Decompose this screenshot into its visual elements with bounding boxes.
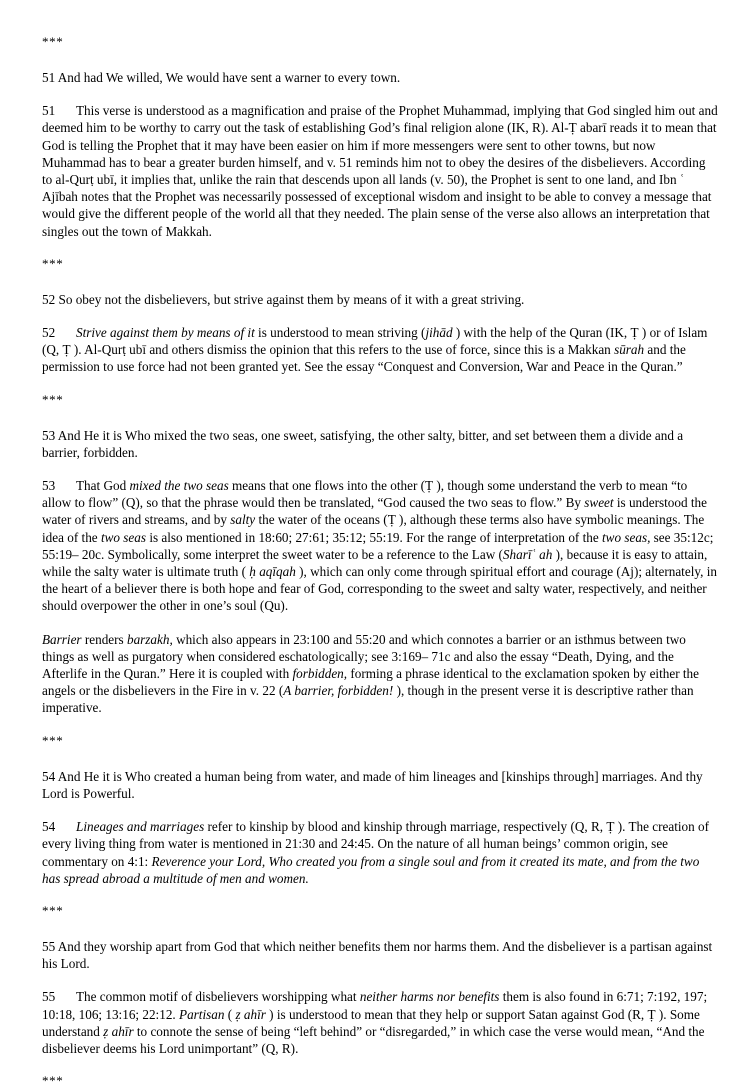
verse-55-text: 55 And they worship apart from God that which neither benefits them nor harms them. And the disbeliever is a partisan against his Lord. (42, 938, 713, 972)
commentary-52 (42, 324, 718, 376)
commentary-54-body: Lineages and marriages refer to kinship by blood and kinship through marriage, respectively (Q, R, Ṭ ). The creation of every living thing from water is mentioned in 21:30 and 24:45. On the nature of all human beings’ common origin, see commentary on 4:1: Reverence your Lord, Who created you from a single soul and from it created its mate, and from the two has spread abroad a multitude of men and women. (42, 819, 709, 886)
commentary-53-body: That God mixed the two seas means that one flows into the other (Ṭ ), though some understand the verb to mean “to allow to flow” (Q), so that the phrase would then be translated, “God caused the two seas to flow.” By sweet is understood the water of rivers and streams, and by salty the water of the oceans (Ṭ ), although these terms also have symbolic meanings. The idea of the two seas is also mentioned in 18:60; 27:61; 35:12; 55:19. For the range of interpretation of the two seas, see 35:12c; 55:19– 20c. Symbolically, some interpret the sweet water to be a reference to the Law (Sharīʿ ah ), because it is easy to attain, while the salty water is ultimate truth ( ḥ aqīqah ), which can only come through spiritual effort and courage (Aj); alternately, in the heart of a believer there is both hope and fear of God, corresponding to the sweet and salty water, respectively, and neither should overpower the other in one’s soul (Qu). (42, 478, 717, 614)
section-divider: *** (42, 902, 64, 918)
commentary-51 (42, 102, 718, 240)
page-content (42, 34, 718, 1088)
verse-51-text: 51 And had We willed, We would have sent a warner to every town. (42, 70, 401, 85)
commentary-52-body: Strive against them by means of it is understood to mean striving (jihād ) with the help of the Quran (IK, Ṭ ) or of Islam (Q, Ṭ ). Al-Qurṭ ubī and others dismiss the opinion that this refers to the use of force, since this is a Makkan sūrah and the permission to use force had not been granted yet. See the essay “Conquest and Conversion, War and Peace in the Quran.” (42, 325, 708, 375)
commentary-51-number: 51 (42, 103, 56, 119)
commentary-55 (42, 988, 718, 1057)
commentary-51-body: This verse is understood as a magnification and praise of the Prophet Muhammad, implying that God singled him out and deemed him to be worthy to carry out the task of establishing God’s final religion alone (IK, R). Al-Ṭ abarī reads it to mean that God is telling the Prophet that it may have been easier on him if more messengers were sent to other towns, but now Muhammad has to bear a greater burden himself, and v. 51 reminds him not to obey the desires of the disbelievers. According to al-Qurṭ ubī, it implies that, unlike the rain that descends upon all lands (v. 50), the Prophet is sent to one land, and Ibn ʿ Ajībah notes that the Prophet was necessarily possessed of exceptional wisdom and insight to be able to convey a message that would give the different people of the world all that they needed. The plain sense of the verse also allows an interpretation that singles out the town of Makkah. (42, 103, 718, 239)
commentary-52-number: 52 (42, 325, 56, 341)
section-divider: *** (42, 391, 64, 407)
section-divider: *** (42, 732, 64, 748)
commentary-54 (42, 818, 718, 887)
verse-52-text: 52 So obey not the disbelievers, but strive against them by means of it with a great striving. (42, 291, 525, 307)
commentary-53-barrier-paragraph: Barrier renders barzakh, which also appears in 23:100 and 55:20 and which connotes a barrier or an isthmus between two things as well as purgatory when considered eschatologically; see 3:169– 71c and also the essay “Death, Dying, and the Afterlife in the Quran.” Here it is coupled with forbidden, forming a phrase identical to the exclamation spoken by either the angels or the disbelievers in the Fire in v. 22 (A barrier, forbidden! ), though in the present verse it is descriptive rather than imperative. (42, 631, 699, 716)
commentary-55-body: The common motif of disbelievers worshipping what neither harms nor benefits them is also found in 6:71; 7:192, 197; 10:18, 106; 13:16; 22:12. Partisan ( ẓ ahīr ) is understood to mean that they help or support Satan against God (R, Ṭ ). Some understand ẓ ahīr to connote the sense of being “left behind” or “disregarded,” in which case the verse would mean, “And the disbeliever deems his Lord unimportant” (Q, R). (42, 989, 708, 1056)
commentary-55-number: 55 (42, 989, 56, 1005)
commentary-53-number: 53 (42, 478, 56, 494)
section-divider: *** (42, 34, 64, 49)
section-divider: *** (42, 255, 64, 271)
commentary-54-number: 54 (42, 819, 56, 835)
verse-54-text: 54 And He it is Who created a human being from water, and made of him lineages and [kinships through] marriages. And thy Lord is Powerful. (42, 768, 703, 801)
section-divider: *** (42, 1073, 64, 1088)
verse-53-text: 53 And He it is Who mixed the two seas, one sweet, satisfying, the other salty, bitter, and set between them a divide and a barrier, forbidden. (42, 427, 684, 460)
commentary-53 (42, 477, 718, 615)
